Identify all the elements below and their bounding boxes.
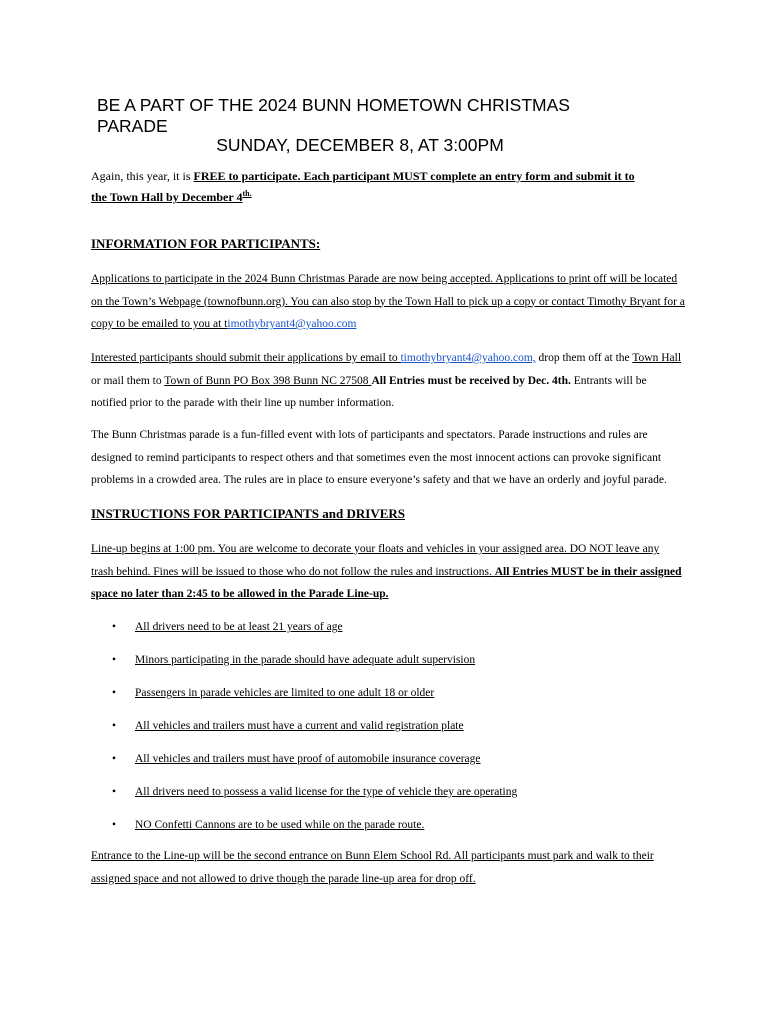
info-heading: INFORMATION FOR PARTICIPANTS: bbox=[91, 236, 321, 251]
instr-line3-bold: space no later than 2:45 to be allowed in the Parade Line-up. bbox=[91, 588, 389, 600]
rule-text: All vehicles and trailers must have proof of automobile insurance coverage bbox=[135, 753, 481, 765]
info-paragraph-1 bbox=[91, 268, 685, 336]
intro-bold-line1: FREE to participate. Each participant MUST complete an entry form and submit it to bbox=[193, 169, 635, 183]
rule-text: NO Confetti Cannons are to be used while on the parade route. bbox=[135, 819, 425, 831]
info-p2-line3: notified prior to the parade with their line up number information. bbox=[91, 397, 395, 409]
rule-text: All drivers need to possess a valid license for the type of vehicle they are operating bbox=[135, 786, 518, 798]
bullet-icon: • bbox=[112, 720, 117, 732]
bullet-icon: • bbox=[112, 819, 117, 831]
info-p1-line1: Applications to participate in the 2024 Bunn Christmas Parade are now being accepted. Applications to print off will be located bbox=[91, 273, 678, 285]
info-p2-line1-mid: drop them off at the bbox=[535, 352, 633, 364]
entrance-paragraph bbox=[91, 845, 681, 890]
instructions-heading: INSTRUCTIONS FOR PARTICIPANTS and DRIVERS bbox=[91, 506, 406, 521]
bullet-icon: • bbox=[112, 687, 117, 699]
info-paragraph-3 bbox=[91, 424, 681, 492]
mailing-address: Town of Bunn PO Box 398 Bunn NC 27508 bbox=[164, 374, 372, 387]
rule-text: Passengers in parade vehicles are limited to one adult 18 or older bbox=[135, 687, 435, 699]
intro-paragraph bbox=[91, 168, 681, 206]
bullet-icon: • bbox=[112, 753, 117, 765]
entrance-line2: assigned space and not allowed to drive though the parade line-up area for drop off. bbox=[91, 872, 476, 885]
town-hall-text: Town Hall bbox=[632, 352, 682, 364]
email-link-1[interactable]: imothybryant4@yahoo.com bbox=[227, 318, 357, 330]
info-paragraph-2 bbox=[91, 347, 681, 415]
bullet-icon: • bbox=[112, 786, 117, 798]
info-p1-line3: copy to be emailed to you at t bbox=[91, 318, 228, 330]
info-p3-line3: problems in a crowded area. The rules are in place to ensure everyone’s safety and that we have an orderly and joyful parade. bbox=[91, 474, 667, 486]
entries-deadline: All Entries must be received by Dec. 4th. bbox=[371, 374, 571, 387]
instr-line1: Line-up begins at 1:00 pm. You are welcome to decorate your floats and vehicles in your assigned area. DO NOT leave any bbox=[91, 543, 660, 555]
bullet-icon: • bbox=[112, 654, 117, 666]
email-link-2[interactable]: timothybryant4@yahoo.com, bbox=[400, 352, 536, 364]
info-p2-line1-text: Interested participants should submit their applications by email to bbox=[91, 352, 401, 364]
rule-text: Minors participating in the parade should have adequate adult supervision bbox=[135, 654, 476, 666]
instructions-paragraph bbox=[91, 538, 681, 606]
info-p3-line2: designed to remind participants to respect others and that sometimes even the most innocent actions can provoke significant bbox=[91, 451, 662, 464]
page-subtitle-date: SUNDAY, DECEMBER 8, AT 3:00PM bbox=[216, 135, 504, 155]
intro-text: Again, this year, it is bbox=[91, 169, 194, 183]
info-p3-line1: The Bunn Christmas parade is a fun-filled event with lots of participants and spectators. Parade instructions and rules are bbox=[91, 429, 648, 441]
rule-text: All drivers need to be at least 21 years of age bbox=[135, 621, 343, 633]
intro-superscript: th. bbox=[242, 189, 252, 198]
info-p2-line2-text: or mail them to bbox=[91, 374, 165, 387]
info-p2-line2-end: Entrants will be bbox=[570, 374, 647, 387]
bullet-icon: • bbox=[112, 621, 117, 633]
info-p1-line2: on the Town’s Webpage (townofbunn.org). You can also stop by the Town Hall to pick up a copy or contact Timothy Bryant for a bbox=[91, 295, 685, 308]
page-title: BE A PART OF THE 2024 BUNN HOMETOWN CHRISTMAS PARADE bbox=[97, 95, 570, 136]
intro-bold-line2: the Town Hall by December 4 bbox=[91, 190, 243, 204]
instr-line2-bold: All Entries MUST be in their assigned bbox=[494, 565, 682, 578]
entrance-line1: Entrance to the Line-up will be the second entrance on Bunn Elem School Rd. All participants must park and walk to their bbox=[91, 850, 654, 862]
instr-line2-text: trash behind. Fines will be issued to those who do not follow the rules and instructions. bbox=[91, 565, 495, 578]
rule-text: All vehicles and trailers must have a current and valid registration plate bbox=[135, 720, 464, 732]
